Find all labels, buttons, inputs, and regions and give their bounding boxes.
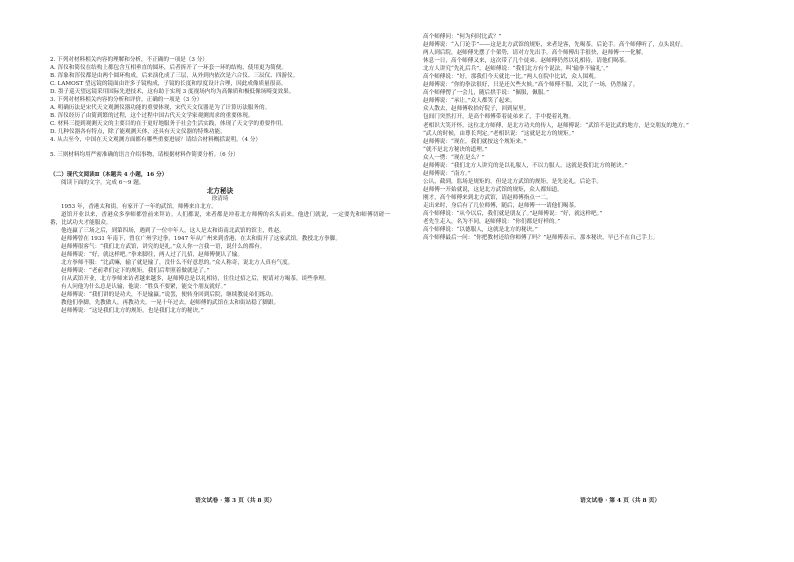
article-paragraph: 赵师傅说：“我们讲的是功夫，不是输赢。”说罢，便转身回到后院，继续教徒弟们练功。 bbox=[61, 292, 277, 299]
article-paragraph: 赵师傅说：“南方。” bbox=[423, 170, 471, 177]
article-paragraph: 赵师傅一开始就说，这是北方武馆的规矩，众人都知道。 bbox=[423, 186, 563, 193]
article-paragraph: “武人的时候，由尊长判定。”老相识说：“这就是北方的规矩。” bbox=[423, 130, 575, 137]
article-paragraph: 两人到后院，赵师傅先摆了个架势，请对方先出手。高个师傅出手很快，赵师傅一一化解。 bbox=[423, 50, 647, 57]
article-paragraph: 高个师傅说：“从今以后，我们就是朋友了。”赵师傅说：“好，就这样吧。” bbox=[423, 211, 603, 218]
question-2-stem: 2. 下列对材料相关内容的理解和分析，不正确的一项是（3 分） bbox=[50, 57, 208, 63]
section-header: （二）现代文阅读Ⅱ（本题共 4 小题，16 分） bbox=[50, 171, 168, 178]
article-paragraph: 1953 年，香港太和街，有家开了一年的武馆，师傅来自北方。 bbox=[61, 203, 217, 210]
question-5: 5. 三则材料均用严密准确的语言介绍事物，请根据材料作简要分析。（6 分） bbox=[50, 151, 239, 158]
article-paragraph: 高个师傅最后一问：“你把教材还给你师傅了吗？”赵师傅表示，那本秘诀，早已不在自己手上。 bbox=[423, 235, 659, 242]
article-paragraph: 高个师傅愣了一会儿，随后拱手说：“佩服，佩服。” bbox=[423, 90, 549, 97]
question-3-option: D. 几种仪器各有特点，除了能观测天体，还具有天文仪器的特殊功能。 bbox=[50, 129, 226, 136]
question-3-option: B. 浑仪经历了由简到繁的过程，这个过程中国古代天文学家观测需求的重要体现。 bbox=[50, 113, 254, 120]
article-paragraph: 公认，截到，监场是规矩的，但是北方武馆的规矩，是先论礼，后论手。 bbox=[423, 178, 603, 185]
article-paragraph: 休息一日，高个师傅又来，这次带了几个徒弟。赵师傅仍然以礼相待，请他们喝茶。 bbox=[423, 58, 630, 65]
article-paragraph: 北方拳师不服：“比武嘛，输了就是输了，没什么不好意思的。”众人称奇，说北方人真有气度。 bbox=[61, 260, 294, 267]
article-paragraph: 众人散去，赵师傅收拾好院子，回到屋里。 bbox=[423, 106, 530, 113]
article-paragraph: 老相识大笑开怀，这位北方师傅，是北方功夫的传人，赵师傅说：“武馆不是比武的地方，是交朋友的地方。” bbox=[423, 122, 689, 129]
article-paragraph: 北方人讲究“先礼后兵”，赵师傅说：“我们北方有个说法，叫‘输拳不输礼’。” bbox=[423, 66, 609, 73]
article-paragraph: 赵师傅很客气：“我们北方武馆，讲究的是礼。”众人你一言我一语，说什么的都有。 bbox=[61, 243, 266, 250]
question-2-option: D. 墨子巡天望远镜采用国际先进技术，这有助于实现 3 度视场内均为高像质和极低像场畸变效果。 bbox=[50, 89, 295, 96]
question-2-option: B. 浑象和浑仪都是由两个圆环构成，后来演化成了三层，从外到内依次是六合仪、三辰仪、四游仪。 bbox=[50, 73, 299, 80]
article-paragraph: 高个师傅问：“何为何时比武？” bbox=[423, 34, 502, 40]
article-paragraph: 赵师傅说：“你的拳法很好，只是还欠些火候。”高个师傅不服，又比了一场，仍然输了。 bbox=[423, 82, 639, 89]
article-paragraph: 赵师傅说：“我们北方人讲究的是以礼服人，不以力服人。这就是我们北方的秘诀。” bbox=[423, 162, 628, 169]
article-paragraph: “就不是北方秘诀的道理。” bbox=[423, 146, 488, 153]
article-author: 徐清琦 bbox=[211, 195, 229, 202]
article-title: 北方秘诀 bbox=[206, 186, 234, 195]
question-2-option: C. LAMOST 望远镜的镜面由许多子镜构成，子镜的长度和厚度设计合理，因此成像质量很高。 bbox=[50, 81, 287, 88]
article-paragraph: 有人问他为什么总是认输，他说：“胜负不要紧，能交个朋友就好。” bbox=[61, 284, 227, 291]
article-paragraph: 赵师傅说：“这是我们北方的规矩，也是我们北方的秘诀。” bbox=[61, 308, 204, 315]
article-paragraph: 他连赢了三场之后，到第四场，遇到了一位中年人，这人是太和街南北武馆的馆主，姓赵。 bbox=[61, 227, 285, 234]
article-paragraph: 赵师傅曾在 1931 年南下，曾在广州学过拳，1947 年从广州来到香港，在太和街开了这家武馆，教授北方拳脚。 bbox=[61, 235, 341, 242]
question-3-stem: 3. 下列对材料相关内容的分析和评价，正确的一项是（3 分） bbox=[50, 97, 203, 104]
page-footer-right: 语文试卷 · 第 4 页（共 8 页） bbox=[580, 498, 661, 504]
article-paragraph: 包间门突然打开，是高个师傅带着徒弟来了，手中提着礼物。 bbox=[423, 114, 575, 121]
article-paragraph: 众人一愣：“现在是么？” bbox=[423, 154, 485, 161]
article-paragraph: 高个师傅说：“以德服人，这就是北方的秘诀。” bbox=[423, 227, 538, 234]
article-paragraph: 赵师傅说：“老前辈们定下的规矩，我们后辈照着做就是了。” bbox=[61, 268, 210, 275]
page-footer-left: 语文试卷 · 第 3 页（共 8 页） bbox=[195, 498, 276, 504]
article-paragraph: 高个师傅说：“好，那我们今天就比一比。”两人在院中比试，众人围观。 bbox=[423, 74, 600, 81]
article-paragraph: 走出来时，身后有了几位师傅，随后，赵师傅一一请他们喝茶。 bbox=[423, 202, 580, 209]
question-3-option: C. 材料三提到观测天文的主要目的在于更好地服务于社会生活实践，体现了天文学的重要作用。 bbox=[50, 121, 287, 128]
question-4: 4. 从古至今，中国在天文观测方面都有哪些重要进展？请结合材料概括说明。（4 分） bbox=[50, 137, 262, 144]
article-paragraph: 教他们拳脚，先教做人，再教功夫。一晃十年过去，赵师傅的武馆在太和街站稳了脚跟。 bbox=[61, 300, 280, 307]
article-paragraph: 赵师傅说：“现在，我们就按这个规矩来。” bbox=[423, 138, 527, 145]
article-paragraph: 道馆开业以来，香港众多拳师都曾前来拜访。人们都说，来者都是冲着北方师傅的名头而来。他进门就说，一定要先和师傅切磋一番，比试功夫才能服众。 bbox=[50, 211, 390, 226]
right-page-column bbox=[412, 33, 752, 242]
article-paragraph: 赵师傅说：“好，就这样吧。”拳来脚往，两人过了几招，赵师傅便认了输。 bbox=[61, 252, 243, 259]
section-instruction: 阅读下面的文字，完成 6～9 题。 bbox=[61, 179, 145, 186]
question-3-option: A. 明确历法是宋代天文观测仪器功能的重要体现，宋代天文仪器是为了计算历法服务的。 bbox=[50, 105, 271, 112]
article-paragraph: 赵师傅说：“承让。”众人都笑了起来。 bbox=[423, 98, 516, 105]
article-paragraph: 自从武馆开业，北方拳师来访者越来越多，赵师傅总是以礼相待，往往过招之后，便请对方喝茶，谈些拳理。 bbox=[61, 276, 330, 283]
question-2-option: A. 浑仪和简仪在结构上都包含互相垂直的圆环，后者拆开了一环套一环的结构，使用更为简便。 bbox=[50, 65, 287, 72]
left-page-column bbox=[50, 56, 390, 315]
article-paragraph: 赵师傅说：“入门论手”——这是北方武馆的规矩，来者是客，先喝茶，后论手。高个师傅听了，点头说好。 bbox=[423, 42, 687, 49]
article-paragraph: 老先生走入，名为不同，赵师傅说：“你们都是好样的。” bbox=[423, 219, 561, 226]
article-paragraph: 刚才，高个师傅来到北方武馆，请赵师傅指点一二。 bbox=[423, 194, 552, 201]
